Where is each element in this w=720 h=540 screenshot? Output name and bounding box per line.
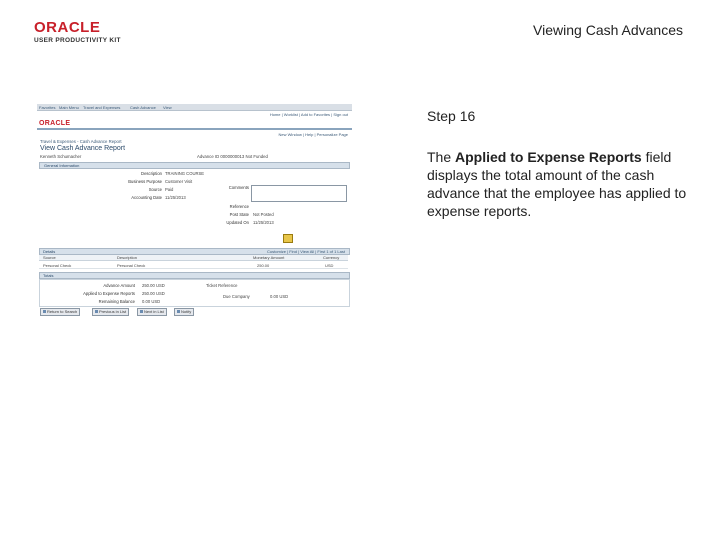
business-purpose-value: Customer Visit (165, 179, 193, 184)
general-section-label: General Information (44, 163, 80, 168)
col-monetary-amount[interactable]: Monetary Amount (253, 255, 285, 260)
brand-divider (37, 128, 352, 130)
top-navigation (37, 104, 352, 111)
source-label: Source (148, 187, 162, 192)
updated-on-value: 11/25/2013 (253, 220, 274, 225)
totals-section-label: Totals (43, 273, 54, 278)
ticket-reference-label: Ticket Reference (206, 283, 238, 288)
app-screenshot (37, 104, 352, 320)
table-row (39, 262, 348, 269)
details-section-label: Details (43, 249, 56, 254)
spell-check-icon[interactable] (283, 234, 293, 243)
advance-id: Advance ID 0000000013 Not Funded (197, 154, 268, 159)
source-value: Paid (165, 187, 174, 192)
desc-field-name: Applied to Expense Reports (455, 149, 642, 165)
advance-amount-value: 250.00 USD (142, 283, 165, 288)
next-icon (140, 310, 143, 313)
previous-in-list-label: Previous in List (99, 309, 127, 314)
row-source: Personal Check (43, 263, 72, 268)
totals-section (39, 272, 350, 279)
comments-label: Comments (228, 185, 249, 190)
notify-button[interactable] (174, 308, 194, 316)
details-column-headers (39, 255, 348, 261)
comments-textarea[interactable] (251, 185, 347, 202)
post-state-value: Not Posted (253, 212, 274, 217)
row-description: Personal Check (117, 263, 146, 268)
breadcrumb[interactable]: Travel & Expenses - Cash Advance Report (40, 139, 122, 144)
due-company-label: Due Company (223, 294, 250, 299)
notify-label: Notify (181, 309, 192, 314)
nav-cash-advance[interactable]: Cash Advance (130, 105, 156, 110)
remaining-balance-label: Remaining Balance (98, 299, 135, 304)
row-currency: USD (325, 263, 334, 268)
business-purpose-label: Business Purpose (128, 179, 162, 184)
previous-icon (95, 310, 98, 313)
updated-on-label: Updated On (226, 220, 249, 225)
description-value: TRAINING COURSE (165, 171, 205, 176)
nav-main-menu[interactable]: Main Menu (59, 105, 79, 110)
return-to-search-button[interactable] (40, 308, 80, 316)
report-title: View Cash Advance Report (40, 145, 126, 152)
general-information-section[interactable] (39, 162, 350, 169)
details-grid-nav[interactable]: Customize | Find | View All | First 1 of 1 Last (267, 249, 345, 254)
page-title: Viewing Cash Advances (533, 22, 683, 38)
return-to-search-label: Return to Search (47, 309, 78, 314)
next-in-list-label: Next in List (144, 309, 164, 314)
oracle-upk-logo (34, 20, 134, 48)
employee-name: Kenneth Schumacher (40, 154, 82, 159)
previous-in-list-button[interactable] (92, 308, 129, 316)
accounting-date-value: 11/25/2013 (165, 195, 186, 200)
reference-label: Reference (229, 204, 249, 209)
col-source[interactable]: Source (43, 255, 56, 260)
return-icon (43, 310, 46, 313)
step-number: Step 16 (427, 108, 476, 124)
desc-prefix: The (427, 149, 456, 165)
next-in-list-button[interactable] (137, 308, 167, 316)
logo-wordmark: ORACLE (34, 19, 101, 36)
post-state-label: Post State (229, 212, 249, 217)
remaining-balance-value: 0.00 USD (142, 299, 161, 304)
row-amount: 250.00 (257, 263, 270, 268)
notify-icon (177, 310, 180, 313)
step-description (427, 148, 699, 220)
applied-to-expense-reports-value: 250.00 USD (142, 291, 165, 296)
advance-amount-label: Advance Amount (103, 283, 135, 288)
nav-favorites[interactable]: Favorites (39, 105, 56, 110)
header-links-bar (37, 111, 352, 119)
description-label: Description (141, 171, 162, 176)
due-company-value: 0.00 USD (270, 294, 289, 299)
header-links[interactable]: Home | Worklist | Add to Favorites | Sign out (269, 112, 348, 117)
app-brand-logo: ORACLE (39, 120, 71, 127)
nav-travel-expenses[interactable]: Travel and Expenses (83, 105, 121, 110)
totals-box (39, 279, 350, 307)
applied-to-expense-reports-label: Applied to Expense Reports (83, 291, 135, 296)
desc-suffix: field displays the total amount of the cash advance that the employee has applied to expense reports. (427, 149, 687, 219)
details-section (39, 248, 350, 255)
accounting-date-label: Accounting Date (131, 195, 162, 200)
col-currency[interactable]: Currency (323, 255, 340, 260)
nav-view[interactable]: View (163, 105, 172, 110)
logo-subtitle: USER PRODUCTIVITY KIT (34, 37, 121, 44)
col-description[interactable]: Description (117, 255, 138, 260)
page-links[interactable]: New Window | Help | Personalize Page (278, 132, 348, 137)
